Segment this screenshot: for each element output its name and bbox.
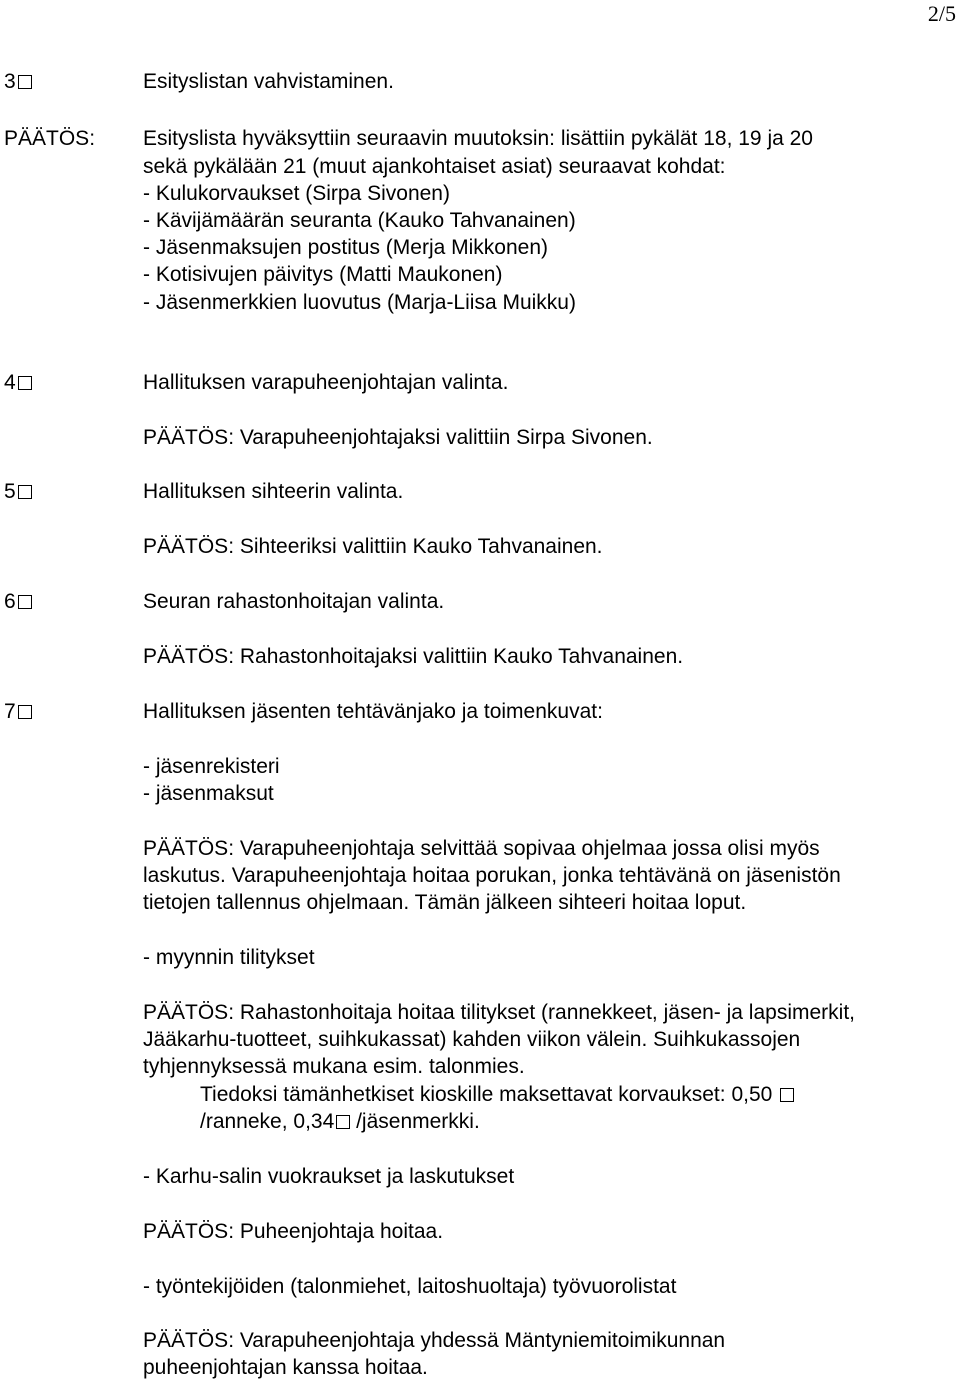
section-6-number: 6	[4, 588, 32, 616]
section-7-item: - jäsenmaksut	[143, 782, 274, 805]
section-7-item: - työntekijöiden (talonmiehet, laitoshuoltaja) työvuorolistat	[143, 1275, 677, 1298]
section-4-decision: PÄÄTÖS: Varapuheenjohtajaksi valittiin Sirpa Sivonen.	[143, 426, 653, 449]
section-7-decision-line: PÄÄTÖS: Rahastonhoitaja hoitaa tilitykset (rannekkeet, jäsen- ja lapsimerkit,	[143, 1001, 856, 1024]
section-4-title: Hallituksen varapuheenjohtajan valinta.	[143, 371, 509, 394]
missing-glyph-box	[18, 75, 32, 89]
section-7-decision-line: PÄÄTÖS: Varapuheenjohtaja selvittää sopivaa ohjelmaa jossa olisi myös	[143, 837, 820, 860]
section-4-number: 4	[4, 369, 32, 397]
missing-glyph-box	[18, 595, 32, 609]
section-7-title: Hallituksen jäsenten tehtävänjako ja toimenkuvat:	[143, 700, 603, 723]
section-3-number: 3	[4, 68, 32, 96]
section-7-decision-line: PÄÄTÖS: Varapuheenjohtaja yhdessä Mäntyniemitoimikunnan	[143, 1329, 726, 1352]
missing-glyph-box	[336, 1115, 350, 1129]
missing-glyph-box	[780, 1088, 794, 1102]
section-7-decision-line: puheenjohtajan kanssa hoitaa.	[143, 1356, 428, 1379]
section-7-decision-line: tietojen tallennus ohjelmaan. Tämän jälkeen sihteeri hoitaa loput.	[143, 891, 747, 914]
section-3-line: - Jäsenmaksujen postitus (Merja Mikkonen)	[143, 236, 548, 259]
section-7-item: - Karhu-salin vuokraukset ja laskutukset	[143, 1165, 515, 1188]
missing-glyph-box	[18, 705, 32, 719]
section-7-note-line: /ranneke, 0,34 /jäsenmerkki.	[200, 1110, 480, 1133]
section-6-decision: PÄÄTÖS: Rahastonhoitajaksi valittiin Kauko Tahvanainen.	[143, 645, 684, 668]
section-3-line: - Kotisivujen päivitys (Matti Maukonen)	[143, 263, 503, 286]
section-7-decision-line: tyhjennyksessä mukana esim. talonmies.	[143, 1055, 525, 1078]
section-7-decision-line: Jääkarhu-tuotteet, suihkukassat) kahden viikon välein. Suihkukassojen	[143, 1028, 801, 1051]
section-3-decision-label: PÄÄTÖS:	[4, 127, 96, 150]
section-7-item: - jäsenrekisteri	[143, 755, 280, 778]
section-5-decision: PÄÄTÖS: Sihteeriksi valittiin Kauko Tahvanainen.	[143, 535, 603, 558]
section-5-number: 5	[4, 478, 32, 506]
section-3-title: Esityslistan vahvistaminen.	[143, 70, 394, 93]
section-3-line: - Jäsenmerkkien luovutus (Marja-Liisa Muikku)	[143, 291, 576, 314]
section-7-item: - myynnin tilitykset	[143, 946, 315, 969]
section-3-line: sekä pykälään 21 (muut ajankohtaiset asiat) seuraavat kohdat:	[143, 155, 726, 178]
section-3-line: - Kulukorvaukset (Sirpa Sivonen)	[143, 182, 450, 205]
section-7-decision-line: PÄÄTÖS: Puheenjohtaja hoitaa.	[143, 1220, 444, 1243]
missing-glyph-box	[18, 376, 32, 390]
section-5-title: Hallituksen sihteerin valinta.	[143, 480, 404, 503]
section-7-number: 7	[4, 698, 32, 726]
section-7-note-line: Tiedoksi tämänhetkiset kioskille maksettavat korvaukset: 0,50	[200, 1081, 794, 1109]
section-3-line: Esityslista hyväksyttiin seuraavin muutoksin: lisättiin pykälät 18, 19 ja 20	[143, 127, 813, 150]
missing-glyph-box	[18, 485, 32, 499]
page-number: 2/5	[927, 1, 956, 26]
section-6-title: Seuran rahastonhoitajan valinta.	[143, 590, 445, 613]
section-3-line: - Kävijämäärän seuranta (Kauko Tahvanainen)	[143, 209, 576, 232]
section-7-decision-line: laskutus. Varapuheenjohtaja hoitaa porukan, jonka tehtävänä on jäsenistön	[143, 864, 841, 887]
